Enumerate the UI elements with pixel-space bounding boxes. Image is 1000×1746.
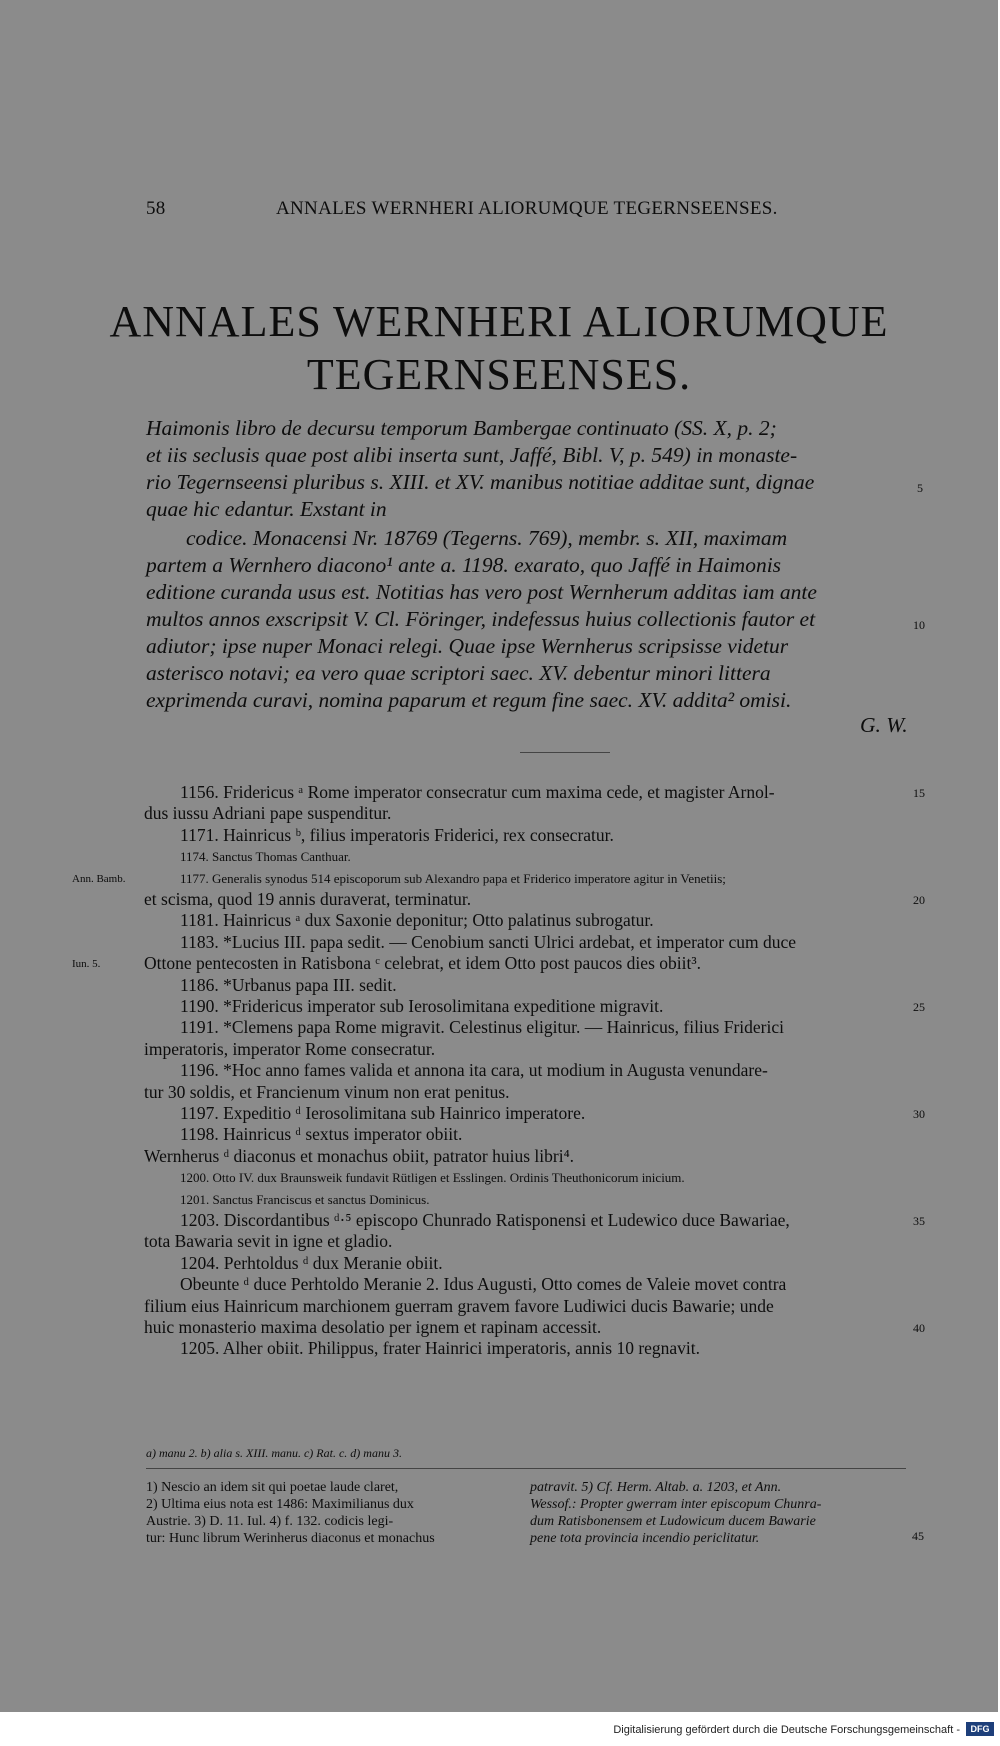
intro-line: rio Tegernseensi pluribus s. XIII. et XV. manibus notitiae additae sunt, dignae (146, 470, 815, 494)
annal-line: 1174. Sanctus Thomas Canthuar. (180, 849, 351, 864)
separator-line (520, 752, 610, 753)
intro-line: editione curanda usus est. Notitias has vero post Wernherum additas iam ante (146, 580, 817, 604)
intro-line: codice. Monacensi Nr. 18769 (Tegerns. 769), membr. s. XII, maximam (186, 526, 788, 550)
annal-line: 1171. Hainricus ᵇ, filius imperatoris Friderici, rex consecratur. (180, 825, 614, 845)
footnote-line: dum Ratisbonensem et Ludowicum ducem Bawarie (530, 1514, 816, 1529)
annal-line: 1201. Sanctus Franciscus et sanctus Dominicus. (180, 1192, 430, 1207)
annal-line: 1200. Otto IV. dux Braunsweik fundavit Rütligen et Esslingen. Ordinis Theuthonicorum inicium. (180, 1170, 685, 1185)
intro-line: asterisco notavi; ea vero quae scriptori saec. XV. debentur minori littera (146, 661, 771, 685)
annal-line: 1191. *Clemens papa Rome migravit. Celestinus eligitur. — Hainricus, filius Friderici (180, 1017, 784, 1037)
running-title: ANNALES WERNHERI ALIORUMQUE TEGERNSEENSES. (276, 198, 778, 219)
annal-line: et scisma, quod 19 annis duraverat, terminatur. (144, 889, 472, 909)
margin-number: 15 (913, 786, 925, 800)
annal-line: dus iussu Adriani pape suspenditur. (144, 803, 392, 823)
annal-line: 1156. Fridericus ᵃ Rome imperator consecratur cum maxima cede, et magister Arnol- (180, 782, 775, 802)
annal-line: filium eius Hainricum marchionem guerram gravem favore Ludiwici ducis Bawarie; unde (144, 1296, 774, 1316)
intro-line: multos annos exscripsit V. Cl. Föringer, indefessus huius collectionis fautor et (146, 607, 816, 631)
variant-notes: a) manu 2. b) alia s. XIII. manu. c) Rat. c. d) manu 3. (146, 1446, 402, 1460)
footnote-line: Austrie. 3) D. 11. Iul. 4) f. 132. codicis legi- (146, 1514, 394, 1529)
footnote-line: Wessof.: Propter gwerram inter episcopum Chunra- (530, 1497, 822, 1512)
annal-line: 1198. Hainricus ᵈ sextus imperator obiit. (180, 1124, 463, 1144)
annal-line: 1203. Discordantibus ᵈ·⁵ episcopo Chunrado Ratisponensi et Ludewico duce Bawariae, (180, 1210, 790, 1230)
margin-number: 35 (913, 1214, 925, 1228)
annal-line: 1190. *Fridericus imperator sub Ierosolimitana expeditione migravit. (180, 996, 664, 1016)
annal-line: 1197. Expeditio ᵈ Ierosolimitana sub Hainrico imperatore. (180, 1103, 586, 1123)
annal-line: Ottone pentecosten in Ratisbona ᶜ celebrat, et idem Otto post paucos dies obiit³. (144, 953, 701, 973)
marginal-source: Iun. 5. (72, 958, 101, 970)
annal-line: Wernherus ᵈ diaconus et monachus obiit, patrator huius libri⁴. (144, 1146, 575, 1166)
page-number: 58 (146, 198, 166, 219)
intro-line: adiutor; ipse nuper Monaci relegi. Quae ipse Wernherus scripsisse videtur (146, 634, 789, 658)
footnote-line: 1) Nescio an idem sit qui poetae laude claret, (146, 1480, 399, 1495)
footnote-line: patravit. 5) Cf. Herm. Altab. a. 1203, et Ann. (530, 1480, 782, 1495)
margin-number: 30 (913, 1107, 925, 1121)
marginal-source: Ann. Bamb. (72, 873, 126, 885)
intro-line: quae hic edantur. Exstant in (146, 497, 387, 521)
annal-line: 1177. Generalis synodus 514 episcoporum sub Alexandro papa et Friderico imperatore agitur in Venetiis; (180, 871, 726, 886)
annal-line: 1204. Perhtoldus ᵈ dux Meranie obiit. (180, 1253, 443, 1273)
margin-number: 10 (913, 618, 925, 632)
margin-number: 20 (913, 893, 925, 907)
intro-line: et iis seclusis quae post alibi inserta sunt, Jaffé, Bibl. V, p. 549) in monaste- (146, 443, 798, 467)
footnote-rule (146, 1468, 906, 1469)
dfg-logo: DFG (966, 1722, 994, 1736)
annal-line: tota Bawaria sevit in igne et gladio. (144, 1231, 393, 1251)
funding-note: Digitalisierung gefördert durch die Deutsche Forschungsgemeinschaft - (613, 1724, 960, 1736)
annal-line: 1183. *Lucius III. papa sedit. — Cenobium sancti Ulrici ardebat, et imperator cum duce (180, 932, 797, 952)
intro-line: partem a Wernhero diacono¹ ante a. 1198. exarato, quo Jaffé in Haimonis (146, 553, 782, 577)
annal-line: 1205. Alher obiit. Philippus, frater Hainrici imperatoris, annis 10 regnavit. (180, 1338, 701, 1358)
footnote-line: pene tota provincia incendio periclitatur. (530, 1531, 760, 1546)
margin-number: 45 (912, 1529, 924, 1543)
footnote-line: 2) Ultima eius nota est 1486: Maximilianus dux (146, 1497, 414, 1512)
annal-line: 1196. *Hoc anno fames valida et annona ita cara, ut modium in Augusta venundare- (180, 1060, 768, 1080)
annal-line: huic monasterio maxima desolatio per ignem et rapinam accessit. (144, 1317, 602, 1337)
margin-number: 25 (913, 1000, 925, 1014)
annal-line: tur 30 soldis, et Francienum vinum non erat penitus. (144, 1082, 510, 1102)
intro-line: exprimenda curavi, nomina paparum et regum fine saec. XV. addita² omisi. (146, 688, 792, 712)
main-title-line1: ANNALES WERNHERI ALIORUMQUE (109, 297, 889, 346)
margin-number: 40 (913, 1321, 925, 1335)
footnote-line: tur: Hunc librum Werinherus diaconus et monachus (146, 1531, 435, 1546)
annal-line: imperatoris, imperator Rome consecratur. (144, 1039, 436, 1059)
intro-line: Haimonis libro de decursu temporum Bambergae continuato (SS. X, p. 2; (146, 416, 777, 440)
margin-number: 5 (917, 481, 923, 495)
annal-line: 1186. *Urbanus papa III. sedit. (180, 975, 397, 995)
signature: G. W. (860, 713, 908, 737)
annal-line: Obeunte ᵈ duce Perhtoldo Meranie 2. Idus Augusti, Otto comes de Valeie movet contra (180, 1274, 787, 1294)
main-title-line2: TEGERNSEENSES. (306, 350, 692, 399)
annal-line: 1181. Hainricus ᵃ dux Saxonie deponitur; Otto palatinus subrogatur. (180, 910, 654, 930)
